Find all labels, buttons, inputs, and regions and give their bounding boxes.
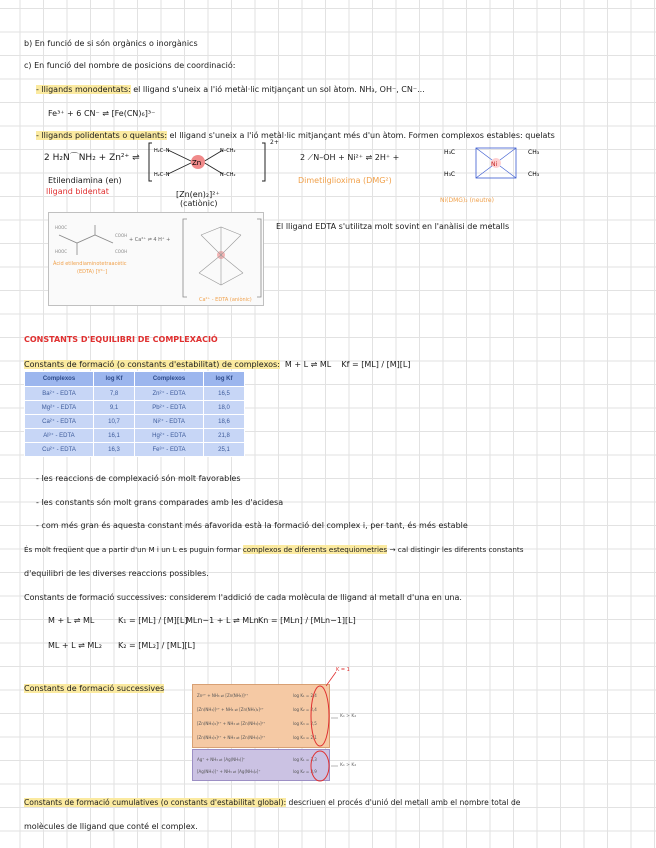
formation-label: Constants de formació (o constants d'estabilitat) de complexos: [24, 360, 280, 369]
monodentate-example: Fe³⁺ + 6 CN⁻ ⇌ [Fe(CN)₆]³⁻ [48, 109, 156, 118]
polydentate-text: el lligand s'uneix a l'ió metàl·lic mitjançant més d'un àtom. Formen complexos estables: quelats [167, 131, 555, 140]
successive-label [24, 684, 164, 694]
step-reaction: [Zn(NH₃)₂]²⁺ + NH₃ ⇌ [Zn(NH₃)₃]²⁺ [197, 721, 266, 726]
svg-text:CH₃: CH₃ [528, 149, 540, 156]
ni-dmg-structure [444, 138, 556, 190]
table-cell: Ni²⁺ - EDTA [135, 415, 204, 429]
step-reaction: [Zn(NH₃)₃]²⁺ + NH₃ ⇌ [Zn(NH₃)₄]²⁺ [197, 735, 266, 740]
section-title: CONSTANTS D'EQUILIBRI DE COMPLEXACIÓ [24, 335, 218, 344]
table-cell: Cu²⁺ - EDTA [25, 443, 94, 457]
table-header: log Kf [204, 372, 245, 387]
annot-right-2: K₁ > K₂ [340, 763, 357, 768]
step-logk: log K₁ = 2,4 [293, 693, 317, 698]
table-cell: Ba²⁺ - EDTA [25, 387, 94, 401]
table-cell: 9,1 [94, 401, 135, 415]
svg-text:H₃C: H₃C [444, 149, 456, 156]
en-name: Etilendiamina (en) [48, 176, 122, 185]
table-row [25, 415, 245, 429]
table-cell: 16,1 [94, 429, 135, 443]
en-complex: [Zn(en)₂]²⁺ [176, 190, 220, 199]
successive-label-text: Constants de formació successives [24, 684, 165, 693]
table-cell: Fe³⁺ - EDTA [135, 443, 204, 457]
table-cell: 18,0 [204, 401, 245, 415]
cumulative-label: Constants de formació cumulatives (o constants d'estabilitat global): [24, 798, 287, 807]
step-reaction: Ag⁺ + NH₃ ⇌ [Ag(NH₃)]⁺ [197, 757, 246, 762]
step-logk: log K₄ = 2,1 [293, 735, 317, 740]
edta-caption-2: (EDTA) [Y⁴⁻] [77, 269, 108, 275]
svg-text:HOOC: HOOC [55, 225, 68, 230]
line-c: c) En funció del nombre de posicions de coordinació: [24, 61, 236, 70]
successive-eq1: M + L ⇌ ML [48, 616, 95, 625]
paragraph-2: d'equilibri de les diverses reaccions possibles. [24, 569, 209, 578]
ni-name: Ni(DMG)₂ (neutre) [440, 197, 494, 204]
en-equation: 2 H₂N⌒NH₂ + Zn²⁺ ⇌ [44, 153, 140, 163]
successive-intro: Constants de formació successives: considerem l'addició de cada molècula de lligand al metall d'una en una. [24, 593, 462, 602]
svg-text:H₂C–N: H₂C–N [154, 148, 170, 154]
formation-constants-table [24, 371, 245, 457]
edta-figure [48, 212, 264, 306]
formation-line [24, 360, 410, 370]
kf-expression: Kf = [ML] / [M][L] [341, 360, 411, 369]
table-cell: Mg²⁺ - EDTA [25, 401, 94, 415]
table-header: Complexos [135, 372, 204, 387]
step-logk: log K₂ = 3,9 [293, 769, 317, 774]
table-cell: Ca²⁺ - EDTA [25, 415, 94, 429]
table-cell: 18,6 [204, 415, 245, 429]
cumulative-text-2: molècules de lligand que conté el complex. [24, 822, 198, 831]
table-row [25, 387, 245, 401]
paragraph-1-highlight: complexos de diferents estequiometries [242, 545, 388, 554]
paragraph-1: És molt freqüent que a partir d'un M i un L es puguin formar complexos de diferents estequiometries → cal distingir les diferents constants [24, 545, 524, 554]
edta-caption-1: Àcid etilendiaminotetraacètic [53, 261, 127, 267]
polydentate-label: - lligands polidentats o quelants: [36, 131, 168, 140]
svg-text:N–CH₂: N–CH₂ [220, 172, 236, 178]
edta-equation: + Ca²⁺ ⇌ 4 H⁺ + [129, 237, 171, 243]
table-cell: Hg²⁺ - EDTA [135, 429, 204, 443]
successive-eq2: ML + L ⇌ ML₂ [48, 641, 102, 650]
table-cell: 10,7 [94, 415, 135, 429]
successive-kn: Kn = [MLn] / [MLn−1][L] [258, 616, 356, 625]
annot-right-1: K₁ > K₂ [340, 714, 357, 719]
svg-text:N–CH₂: N–CH₂ [220, 148, 236, 154]
successive-k2: K₂ = [ML₂] / [ML][L] [118, 641, 196, 650]
bullet-1: - les reaccions de complexació són molt favorables [36, 474, 241, 483]
svg-text:HOOC: HOOC [55, 249, 68, 254]
table-header-row [25, 372, 245, 387]
cumulative-text: descriuen el procés d'unió del metall amb el nombre total de [286, 798, 521, 807]
table-row [25, 443, 245, 457]
table-header: Complexos [25, 372, 94, 387]
table-cell: 16,5 [204, 387, 245, 401]
bullet-3: - com més gran és aquesta constant més afavorida està la formació del complex i, per tant, és més estable [36, 521, 468, 530]
line-b: b) En funció de si són orgànics o inorgànics [24, 39, 198, 48]
svg-text:H₂C–N: H₂C–N [154, 172, 170, 178]
step-logk: log K₁ = 3,3 [293, 757, 317, 762]
table-cell: Pb²⁺ - EDTA [135, 401, 204, 415]
complex-charge: 2+ [270, 139, 279, 146]
step-reaction: [Ag(NH₃)]⁺ + NH₃ ⇌ [Ag(NH₃)₂]⁺ [197, 769, 261, 774]
monodentate-text: el lligand s'uneix a l'ió metàl·lic mitjançant un sol àtom. NH₃, OH⁻, CN⁻... [130, 85, 425, 94]
dmg-equation: 2 ⟋N–OH + Ni²⁺ ⇌ 2H⁺ + [300, 153, 400, 162]
table-cell: 25,1 [204, 443, 245, 457]
successive-eqn: MLn−1 + L ⇌ MLn [186, 616, 259, 625]
table-cell: 21,8 [204, 429, 245, 443]
dmg-name: Dimetilglioxima (DMG²) [298, 176, 392, 185]
bullet-2: - les constants són molt grans comparades amb les d'acidesa [36, 498, 284, 507]
svg-text:Zn: Zn [192, 159, 202, 167]
table-cell: 16,3 [94, 443, 135, 457]
svg-text:CH₃: CH₃ [528, 171, 540, 178]
monodentate-line [36, 85, 425, 95]
table-cell: 7,8 [94, 387, 135, 401]
step-reaction: Zn²⁺ + NH₃ ⇌ [Zn(NH₃)]²⁺ [197, 693, 249, 698]
en-type: lligand bidentat [46, 187, 109, 196]
en-complex-sub: (catiònic) [180, 199, 218, 208]
zn-en-complex-structure [148, 140, 266, 184]
monodentate-label: - lligands monodentats: [36, 85, 131, 94]
annot-k-top: K = 1 [336, 667, 350, 673]
svg-text:COOH: COOH [115, 233, 128, 238]
step-reaction: [Zn(NH₃)]²⁺ + NH₃ ⇌ [Zn(NH₃)₂]²⁺ [197, 707, 264, 712]
edta-note: El lligand EDTA s'utilitza molt sovint en l'anàlisi de metalls [276, 222, 510, 231]
step-logk: log K₂ = 2,4 [293, 707, 317, 712]
table-row [25, 429, 245, 443]
formation-equation: M + L ⇌ ML [284, 360, 332, 369]
svg-text:Ni: Ni [491, 161, 498, 168]
svg-text:COOH: COOH [115, 249, 128, 254]
table-header: log Kf [94, 372, 135, 387]
table-row [25, 401, 245, 415]
successive-k1: K₁ = [ML] / [M][L] [118, 616, 188, 625]
svg-text:H₃C: H₃C [444, 171, 456, 178]
table-cell: Al³⁺ - EDTA [25, 429, 94, 443]
table-cell: Zn²⁺ - EDTA [135, 387, 204, 401]
step-logk: log K₃ = 2,5 [293, 721, 317, 726]
cumulative-line [24, 798, 520, 808]
edta-complex: Ca²⁺ - EDTA (aniònic) [199, 297, 252, 303]
